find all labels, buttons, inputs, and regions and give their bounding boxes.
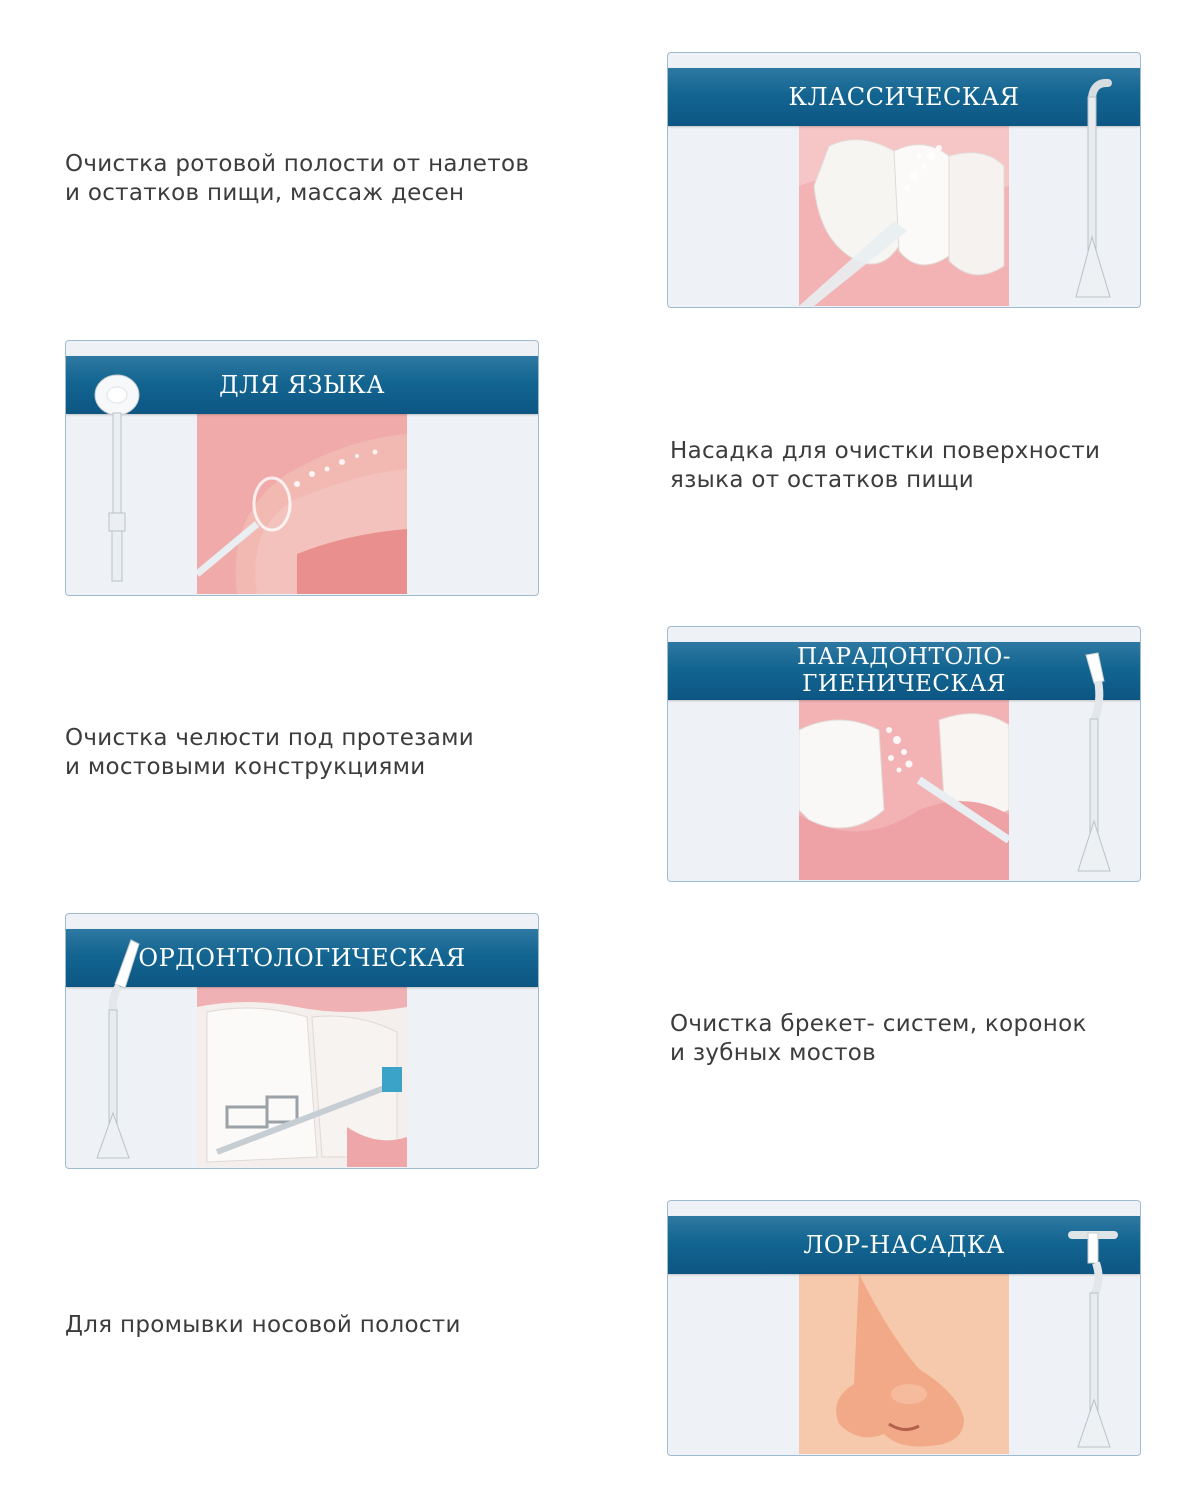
nozzle-row-orthodontic — [0, 913, 1200, 1169]
tongue-photo — [197, 414, 407, 594]
description-line: Очистка челюсти под протезами — [65, 725, 474, 751]
nozzle-title: КЛАССИЧЕСКАЯ — [788, 82, 1020, 111]
nose-photo — [799, 1274, 1009, 1454]
nozzle-title: ДЛЯ ЯЗЫКА — [219, 370, 385, 399]
nozzle-description — [670, 437, 1100, 495]
description-line: языка от остатков пищи — [670, 467, 974, 493]
nozzle-card-orthodontic — [65, 913, 539, 1169]
braces-photo — [197, 987, 407, 1167]
nozzle-card-periodontal — [667, 626, 1141, 882]
description-line: Насадка для очистки поверхности — [670, 438, 1101, 464]
nozzle-description — [65, 1311, 461, 1340]
description-line: Для промывки носовой полости — [65, 1312, 461, 1338]
nozzle-card-ent — [667, 1200, 1141, 1456]
nozzle-row-periodontal — [0, 626, 1200, 882]
tongue-nozzle-icon — [91, 365, 151, 590]
classic-nozzle-icon — [1068, 77, 1128, 302]
nozzle-title: ЛОР-НАСАДКА — [803, 1230, 1005, 1259]
nozzle-title: ОРДОНТОЛОГИЧЕСКАЯ — [138, 943, 466, 972]
nozzle-title-line: ПАРАДОНТОЛО- — [797, 644, 1011, 670]
description-line: и остатков пищи, массаж десен — [65, 180, 465, 206]
nozzle-description — [670, 1010, 1087, 1068]
periodontal-nozzle-icon — [1068, 651, 1128, 876]
nozzle-card-tongue — [65, 340, 539, 596]
teeth-photo — [799, 126, 1009, 306]
nozzle-description — [65, 150, 529, 208]
description-line: Очистка брекет- систем, коронок — [670, 1011, 1087, 1037]
gums-photo — [799, 700, 1009, 880]
nozzle-card-classic — [667, 52, 1141, 308]
nozzle-row-ent — [0, 1200, 1200, 1456]
description-line: и зубных мостов — [670, 1040, 876, 1066]
ent-nozzle-icon — [1068, 1225, 1128, 1450]
nozzle-description — [65, 724, 474, 782]
nozzle-title-line: ГИЕНИЧЕСКАЯ — [802, 671, 1006, 697]
description-line: Очистка ротовой полости от налетов — [65, 151, 530, 177]
description-line: и мостовыми конструкциями — [65, 754, 426, 780]
nozzle-row-classic — [0, 52, 1200, 308]
orthodontic-nozzle-icon — [91, 938, 151, 1163]
nozzle-row-tongue — [0, 340, 1200, 596]
